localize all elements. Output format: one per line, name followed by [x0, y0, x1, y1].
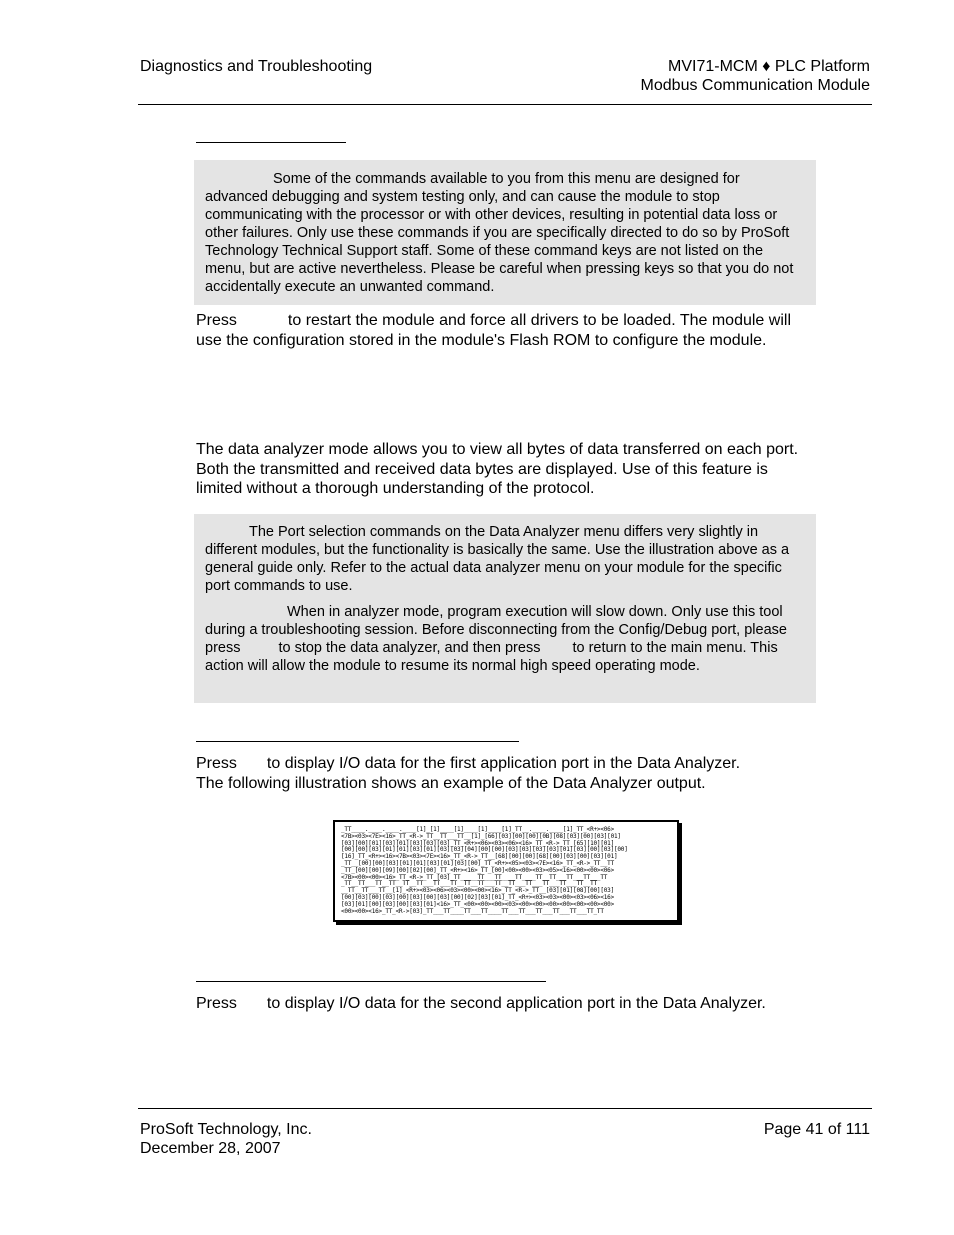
footer-rule — [138, 1108, 872, 1109]
port1-press: Press — [196, 755, 237, 772]
port1-text1: to display I/O data for the first application port in the Data Analyzer. — [266, 755, 741, 772]
header-left: Diagnostics and Troubleshooting — [140, 58, 373, 75]
heading-underline-port1 — [196, 741, 519, 742]
analyzer-output-line: [00][00][03][01][01][03][01][03][03][04][00][00][03][03][03][03][01][03][00][03][00] — [341, 846, 628, 854]
analyzer-output-line: [16]_TT_<R+><16><7B><03><7E><16>_TT_<R->_TT__[68][00][00][68][00][03][00][03][01] — [341, 853, 618, 861]
analyzer-output-line: [00][03][00][03][00][03][00][03][00][02][03][01]_TT_<R+><03><03><00><03><06><16> — [341, 894, 614, 901]
analyzer-output-line: _TT__TT___TT__TT__TT__TT___TT___TT__TT__TT___TT__TT___TT___TT___TT___TT__TT — [341, 880, 597, 888]
port1-paragraph — [196, 754, 836, 774]
heading-underline — [196, 142, 346, 143]
slowdown-note-c: to return to the main menu. This action will allow the module to resume its normal high speed operating mode. — [205, 640, 778, 674]
header-right-line2: Modbus Communication Module — [640, 77, 870, 94]
header-rule — [138, 104, 872, 105]
analyzer-output-line: <7B><00><00><16>_TT_<R->_TT_[03]_TT_____TT___TT____TT____TT__TT___TT___TT___TT — [341, 873, 608, 881]
footer-date: December 28, 2007 — [140, 1140, 281, 1157]
analyzer-output-line: <7B><03><7E><16>_TT_<R->_TT__TT___TT__[1]_[66][03][00][00][0B][08][03][00][03][01] — [341, 832, 621, 840]
analyzer-output-line: [03][01][00][03][00][03][01]<16>_TT_<00><00><00><03><00><00><00><00><00><00><00> — [341, 900, 614, 908]
analyzer-output-line: _TT_[00][00][09][00][02][00]_TT_<R+><16>_TT_[00]<00><00><03><05><16><00><00><06> — [341, 866, 614, 874]
analyzer-output-line: [03][00][01][03][01][03][03][03]_TT_<R+><06><03><06><16>_TT_<R->_TT_[65][10][01] — [341, 839, 614, 847]
caution-note-box — [194, 160, 816, 305]
port-selection-note — [205, 523, 807, 595]
port1-paragraph-line2: The following illustration shows an example of the Data Analyzer output. — [196, 775, 706, 792]
analyzer-output-line: _TT__[00][00][03][01][01][03][01][03][00]_TT_<R+><05><03><7E><16>_TT_<R->_TT__TT — [341, 860, 614, 867]
analyzer-output-line: __TT__TT___TT__[1]_<R+><03><06><03><00><00><16>_TT_<R->_TT__[03][01][08][00][03] — [341, 887, 614, 895]
slowdown-note-b: to stop the data analyzer, and then press — [278, 640, 541, 656]
footer-page-number: Page 41 of 111 — [763, 1121, 870, 1138]
restart-paragraph — [196, 311, 810, 350]
analyzer-output-line: _TT____.____.____.____[1]_[1]____[1]____[1]____[1]_TT__.____.____[1]_TT_<R+><06> — [341, 826, 614, 833]
footer-company: ProSoft Technology, Inc. — [140, 1121, 312, 1138]
slowdown-note — [205, 603, 805, 675]
data-analyzer-screenshot — [333, 820, 679, 922]
heading-underline-port2 — [196, 981, 546, 982]
analyzer-paragraph: The data analyzer mode allows you to view all bytes of data transferred on each port. Both the transmitted and received data bytes are displayed. Use of this feature is limited without a thorough understanding of the protocol. — [196, 441, 799, 497]
port2-paragraph — [196, 994, 856, 1014]
restart-press: Press — [196, 312, 237, 329]
caution-note-body: Some of the commands available to you from this menu are designed for advanced debugging and system testing only, and can cause the module to stop communicating with the processor or with other devices, resulting in potential data loss or other failures. Only use these commands if you are specifically directed to do so by ProSoft Technology Technical Support staff. Some of these command keys are not listed on the menu, but are active nevertheless. Please be careful when pressing keys so that you do not accidentally execute an unwanted command. — [205, 171, 794, 295]
port2-press: Press — [196, 995, 237, 1012]
caution-note-text — [205, 170, 805, 296]
port-selection-note-text: The Port selection commands on the Data Analyzer menu differs very slightly in different modules, but the functionality is basically the same. Use the illustration above as a general guide only. Refer to the actual data analyzer menu on your module for the specific port commands to use. — [205, 524, 790, 594]
slowdown-note-a: When in analyzer mode, program execution will slow down. Only use this tool during a troubleshooting session. Before disconnecting from the Config/Debug port, please press — [205, 604, 787, 656]
port2-text: to display I/O data for the second application port in the Data Analyzer. — [266, 995, 766, 1012]
header-right-line1: MVI71-MCM ♦ PLC Platform — [668, 58, 870, 75]
analyzer-output-line: <00><00><16>_TT_<R->[03]_TT___TT____TT___TT____TT___TT___TT___TT___TT___TT_TT — [341, 907, 604, 915]
analyzer-note-box — [194, 514, 816, 703]
restart-text: to restart the module and force all drivers to be loaded. The module will use the configuration stored in the module's Flash ROM to configure the module. — [196, 312, 791, 349]
